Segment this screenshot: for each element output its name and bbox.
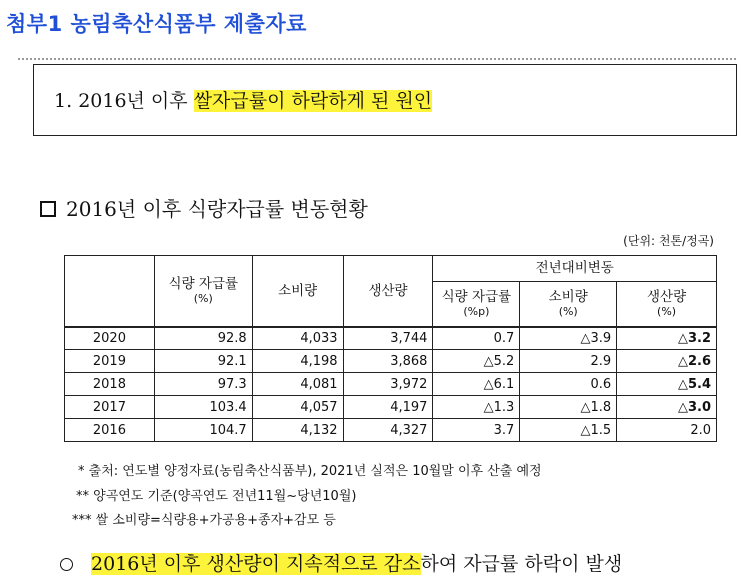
year-cell: 2019 xyxy=(65,350,155,373)
table-row xyxy=(65,396,717,419)
production-cell: 3,868 xyxy=(343,350,433,373)
change-consumption-cell: 2.9 xyxy=(520,350,617,373)
unit-label: (단위: 천톤/정곡) xyxy=(623,234,714,248)
summary-bullet-highlight: 2016년 이후 생산량이 지속적으로 감소 xyxy=(91,553,421,575)
summary-bullet xyxy=(60,549,622,576)
production-cell: 3,744 xyxy=(343,327,433,350)
change-consumption-cell: △1.5 xyxy=(520,419,617,442)
header-change-production: 생산량 (%) xyxy=(617,282,717,327)
header-change-consumption: 소비량 (%) xyxy=(520,282,617,327)
year-cell: 2018 xyxy=(65,373,155,396)
consumption-cell: 4,198 xyxy=(252,350,343,373)
change-production-cell: △3.0 xyxy=(617,396,717,419)
header-year-blank xyxy=(65,256,155,327)
year-cell: 2016 xyxy=(65,419,155,442)
self-sufficiency-cell: 92.8 xyxy=(154,327,252,350)
table-row xyxy=(65,373,717,396)
footnote-source: * 출처: 연도별 양정자료(농림축산식품부), 2021년 실적은 10월말 이후 산출 예정 xyxy=(78,464,542,479)
circle-bullet-icon xyxy=(60,558,73,571)
change-self-sufficiency-cell: △1.3 xyxy=(433,396,520,419)
change-consumption-cell: 0.6 xyxy=(520,373,617,396)
table-row xyxy=(65,327,717,350)
table-row xyxy=(65,350,717,373)
header-change-self-sufficiency: 식량 자급률 (%p) xyxy=(433,282,520,327)
change-production-cell: △3.2 xyxy=(617,327,717,350)
consumption-cell: 4,081 xyxy=(252,373,343,396)
production-cell: 4,197 xyxy=(343,396,433,419)
year-cell: 2020 xyxy=(65,327,155,350)
header-consumption: 소비량 xyxy=(252,256,343,327)
section-heading-highlight: 쌀자급률이 하락하게 된 원인 xyxy=(193,90,433,112)
self-sufficiency-cell: 92.1 xyxy=(154,350,252,373)
change-production-cell: △5.4 xyxy=(617,373,717,396)
footnote-basis: ** 양곡연도 기준(양곡연도 전년11월~당년10월) xyxy=(76,489,357,504)
section-number: 1. xyxy=(54,90,73,112)
header-self-sufficiency: 식량 자급률 (%) xyxy=(154,256,252,327)
year-cell: 2017 xyxy=(65,396,155,419)
page-header-title: 첨부1 농림축산식품부 제출자료 xyxy=(6,12,307,36)
checkbox-icon xyxy=(40,201,56,217)
subheading xyxy=(40,193,368,222)
change-self-sufficiency-cell: 0.7 xyxy=(433,327,520,350)
change-self-sufficiency-cell: △5.2 xyxy=(433,350,520,373)
self-sufficiency-cell: 104.7 xyxy=(154,419,252,442)
consumption-cell: 4,033 xyxy=(252,327,343,350)
section-box xyxy=(33,64,737,136)
production-cell: 4,327 xyxy=(343,419,433,442)
subheading-text: 2016년 이후 식량자급률 변동현황 xyxy=(66,197,368,221)
section-heading xyxy=(54,86,432,113)
change-self-sufficiency-cell: 3.7 xyxy=(433,419,520,442)
consumption-cell: 4,057 xyxy=(252,396,343,419)
change-consumption-cell: △1.8 xyxy=(520,396,617,419)
change-consumption-cell: △3.9 xyxy=(520,327,617,350)
self-sufficiency-cell: 103.4 xyxy=(154,396,252,419)
summary-bullet-rest: 하여 자급률 하락이 발생 xyxy=(420,553,623,575)
footnote-definition: *** 쌀 소비량=식량용+가공용+종자+감모 등 xyxy=(72,513,336,528)
table-row xyxy=(65,419,717,442)
change-self-sufficiency-cell: △6.1 xyxy=(433,373,520,396)
self-sufficiency-cell: 97.3 xyxy=(154,373,252,396)
production-cell: 3,972 xyxy=(343,373,433,396)
consumption-cell: 4,132 xyxy=(252,419,343,442)
change-production-cell: 2.0 xyxy=(617,419,717,442)
header-change-group: 전년대비변동 xyxy=(433,256,717,282)
change-production-cell: △2.6 xyxy=(617,350,717,373)
food-self-sufficiency-table xyxy=(64,255,717,442)
header-production: 생산량 xyxy=(343,256,433,327)
section-heading-plain: 2016년 이후 xyxy=(78,90,188,112)
dotted-divider xyxy=(18,58,736,60)
